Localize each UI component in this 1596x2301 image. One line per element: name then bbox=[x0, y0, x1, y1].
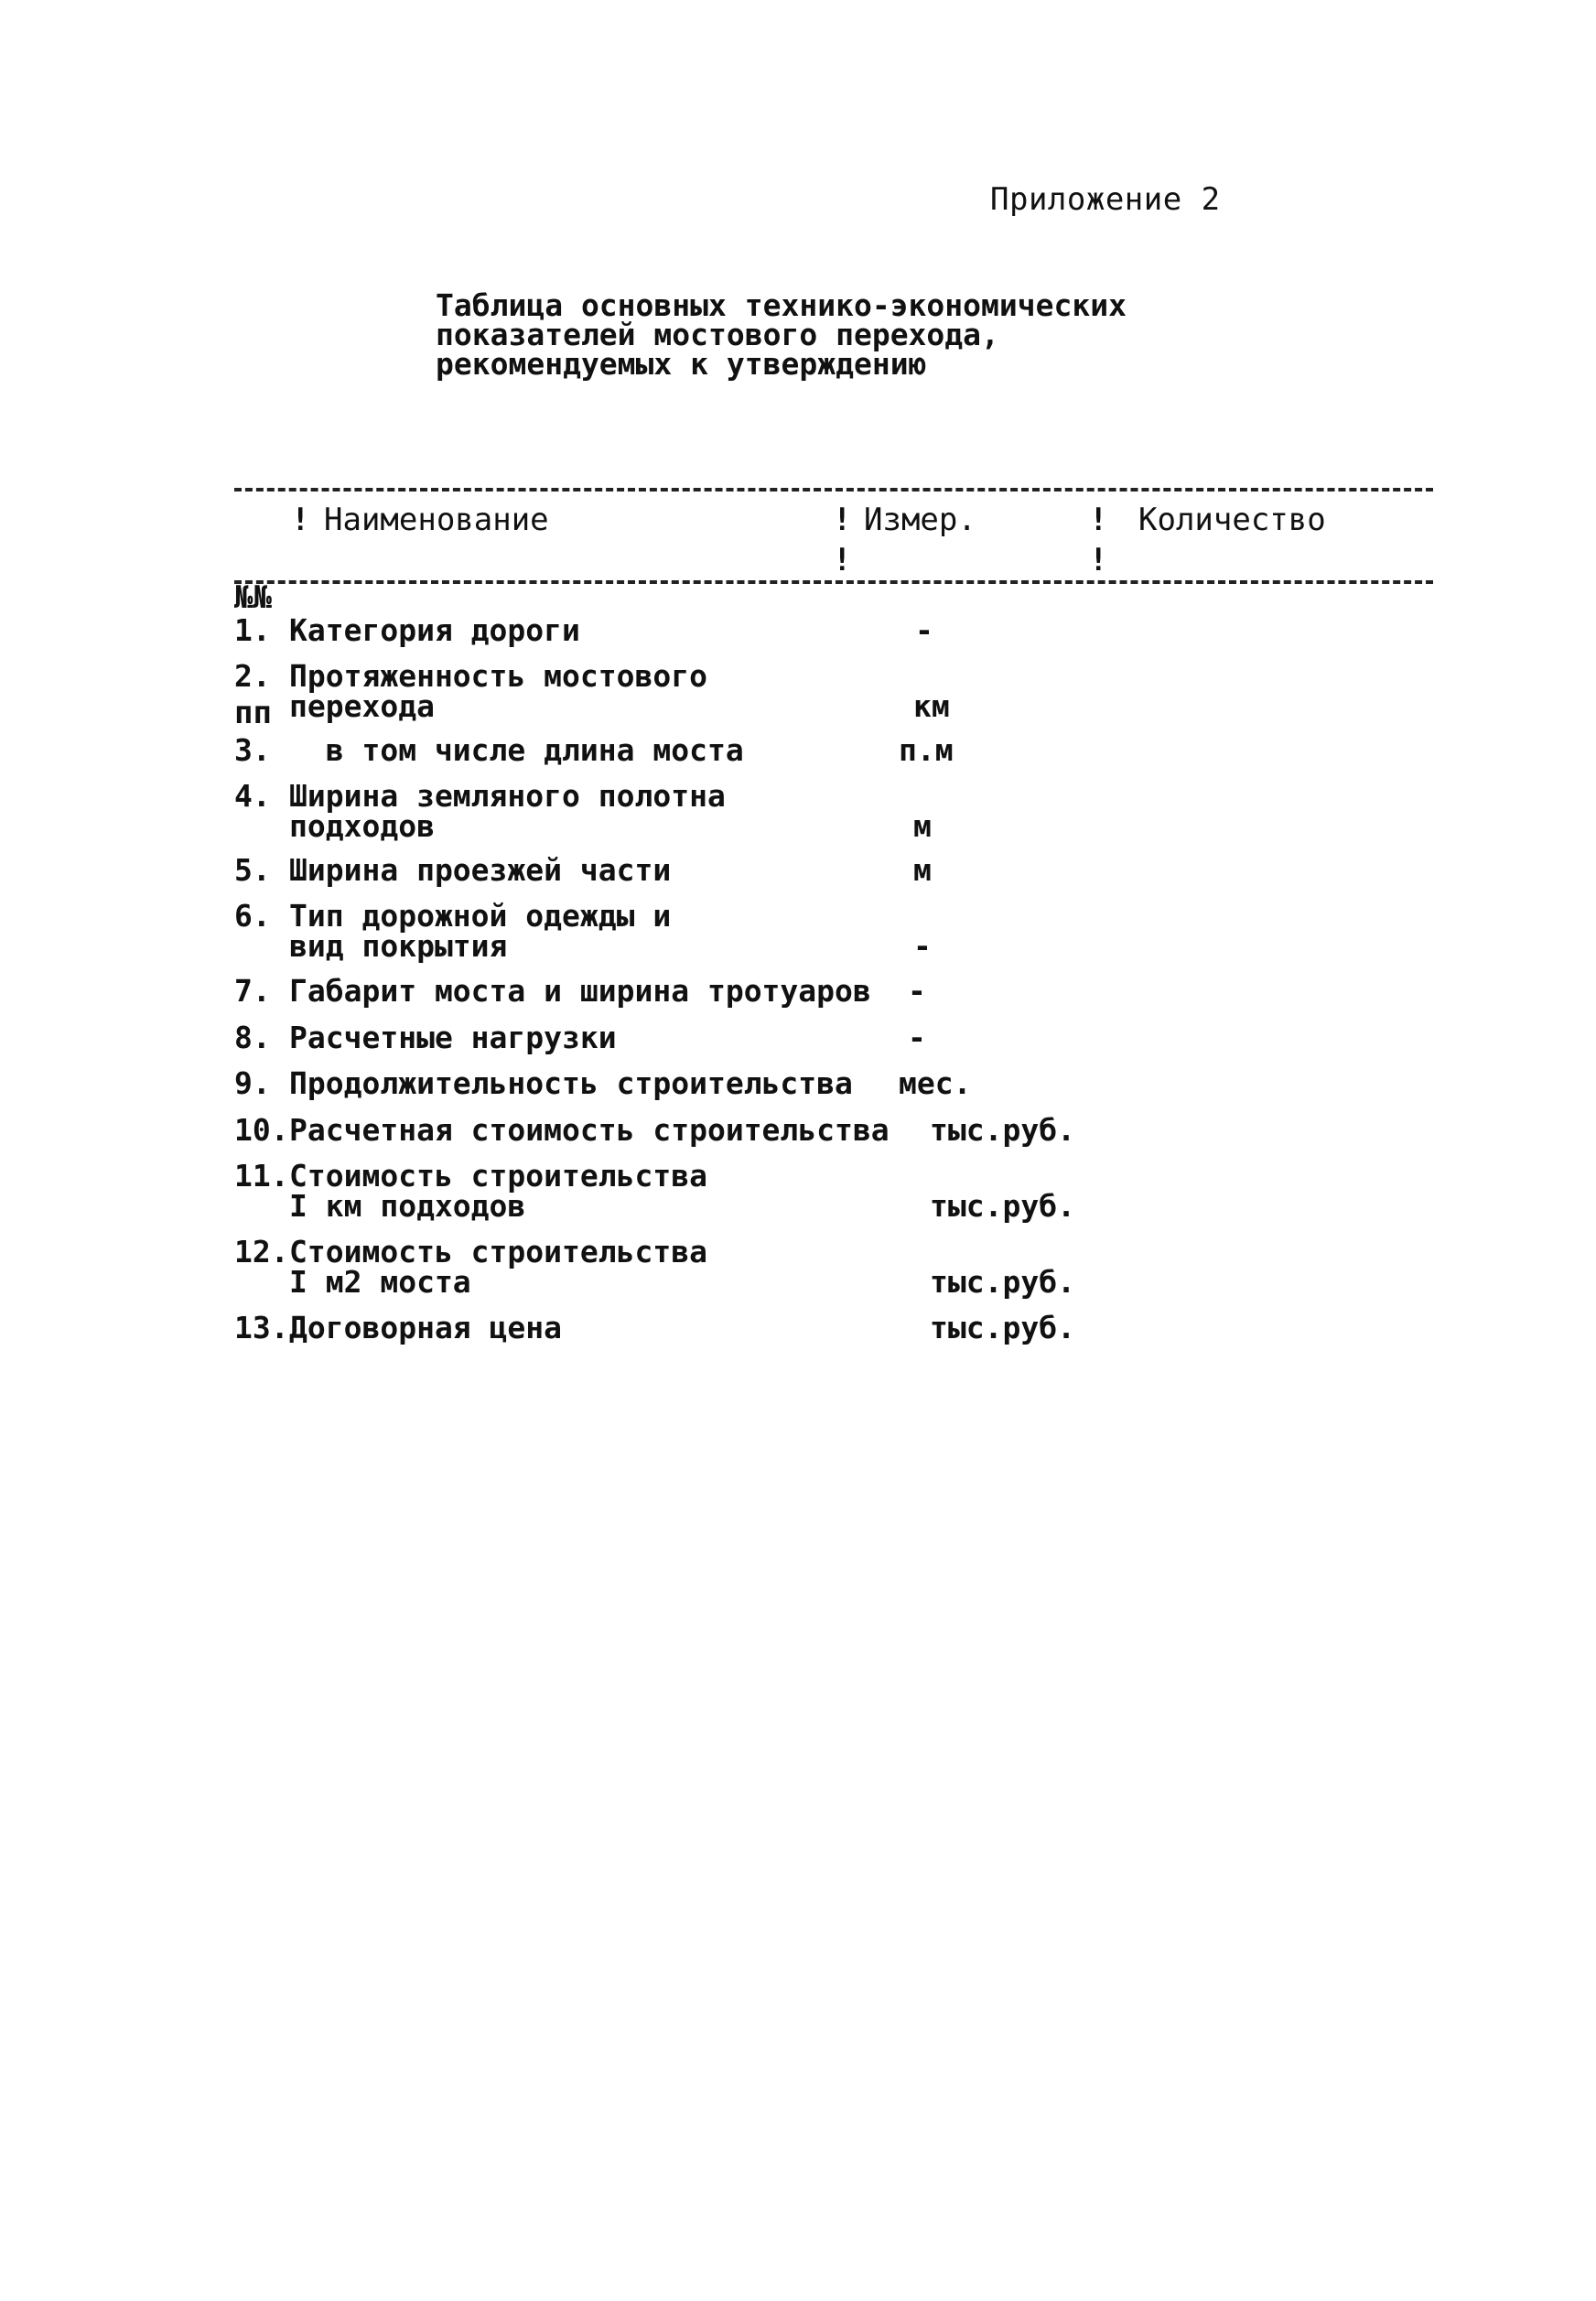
row-name: Категория дороги bbox=[289, 612, 580, 648]
row-name: Стоимость строительства I м2 моста bbox=[289, 1234, 707, 1300]
row-number: 11. bbox=[234, 1158, 289, 1194]
header-unit: Измер. bbox=[864, 502, 976, 538]
row-number: 12. bbox=[234, 1234, 289, 1269]
header-separator: ! bbox=[1089, 502, 1108, 538]
row-name: Расчетные нагрузки bbox=[289, 1020, 617, 1055]
row-unit: тыс.руб. bbox=[930, 1310, 1075, 1345]
row-number: 3. bbox=[234, 732, 271, 768]
row-name: Протяженность мостового перехода bbox=[289, 658, 707, 724]
header-number-line-2: пп bbox=[234, 695, 272, 731]
row-name: Ширина проезжей части bbox=[289, 852, 672, 888]
row-unit: тыс.руб. bbox=[930, 1112, 1075, 1148]
row-number: 8. bbox=[234, 1020, 271, 1055]
row-unit: м bbox=[913, 852, 932, 888]
row-number: 1. bbox=[234, 612, 271, 648]
caption-line-3: рекомендуемых к утверждению bbox=[436, 346, 927, 382]
caption-line-1: Таблица основных технико-экономических bbox=[436, 287, 1127, 323]
row-name: Договорная цена bbox=[289, 1310, 563, 1345]
row-number: 2. bbox=[234, 658, 271, 694]
row-name: Расчетная стоимость строительства bbox=[289, 1112, 890, 1148]
row-unit: - bbox=[908, 973, 926, 1009]
row-unit: тыс.руб. bbox=[930, 1264, 1075, 1300]
row-unit: - bbox=[913, 928, 932, 964]
row-unit: км bbox=[913, 688, 950, 724]
row-name: Габарит моста и ширина тротуаров bbox=[289, 973, 871, 1009]
header-separator: ! bbox=[1089, 542, 1108, 578]
header-separator: ! bbox=[833, 542, 852, 578]
row-name: Стоимость строительства I км подходов bbox=[289, 1158, 707, 1224]
row-number: 9. bbox=[234, 1065, 271, 1101]
row-unit: мес. bbox=[899, 1065, 972, 1101]
table-caption bbox=[436, 287, 1127, 382]
row-name: Ширина земляного полотна подходов bbox=[289, 778, 726, 844]
row-unit: п.м bbox=[899, 732, 954, 768]
row-number: 13. bbox=[234, 1310, 289, 1345]
row-name: в том числе длина моста bbox=[289, 732, 744, 768]
header-quantity: Количество bbox=[1138, 502, 1326, 538]
row-name: Тип дорожной одежды и вид покрытия bbox=[289, 898, 672, 964]
row-number: 5. bbox=[234, 852, 271, 888]
header-separator: ! bbox=[833, 502, 852, 538]
appendix-label: Приложение 2 bbox=[990, 181, 1221, 218]
table-top-rule bbox=[234, 488, 1433, 492]
row-number: 6. bbox=[234, 898, 271, 934]
row-number: 10. bbox=[234, 1112, 289, 1148]
header-separator: ! bbox=[291, 502, 310, 538]
row-number: 4. bbox=[234, 778, 271, 814]
row-number: 7. bbox=[234, 973, 271, 1009]
row-unit: - bbox=[908, 1020, 926, 1055]
header-name: Наименование bbox=[324, 502, 549, 538]
row-name: Продолжительность строительства bbox=[289, 1065, 853, 1101]
row-unit: м bbox=[913, 808, 932, 844]
header-number-line-1: №№ bbox=[234, 579, 272, 616]
row-unit: - bbox=[915, 612, 933, 648]
row-unit: тыс.руб. bbox=[930, 1188, 1075, 1224]
caption-line-2: показателей мостового перехода, bbox=[436, 317, 999, 352]
table-header-rule bbox=[234, 580, 1433, 584]
